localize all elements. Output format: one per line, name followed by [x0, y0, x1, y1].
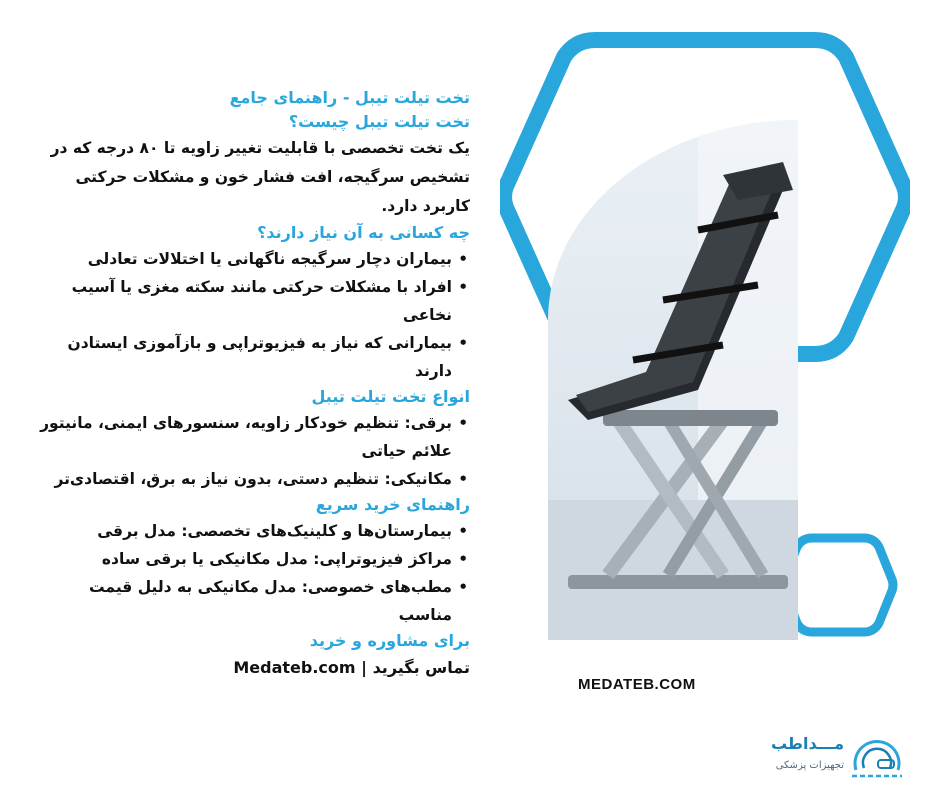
medateb-logo-icon [848, 730, 906, 782]
brand-logo [760, 728, 920, 784]
logo-subtitle: تجهیزات پزشکی [775, 760, 844, 771]
guide-heading: راهنمای خرید سریع [315, 495, 470, 514]
website-label: MEDATEB.COM [578, 676, 696, 693]
list-item: • بیمارستان‌ها و کلینیک‌های تخصصی: مدل برقی [40, 517, 452, 545]
contact-website-link[interactable]: Medateb.com [233, 658, 356, 677]
what-heading: تخت تیلت تیبل چیست؟ [288, 112, 470, 131]
list-item: • بیمارانی که نیاز به فیزیوتراپی و بازآموزی ایستادن دارند [40, 329, 452, 385]
list-item: • مکانیکی: تنظیم دستی، بدون نیاز به برق، اقتصادی‌تر [40, 465, 452, 493]
list-item: • افراد با مشکلات حرکتی مانند سکته مغزی یا آسیب نخاعی [40, 273, 452, 329]
list-item: • مراکز فیزیوتراپی: مدل مکانیکی یا برقی ساده [40, 545, 452, 573]
types-heading: انواع تخت تیلت تیبل [311, 387, 470, 406]
contact-text: تماس بگیرید [372, 658, 470, 677]
what-body: یک تخت تخصصی با قابلیت تغییر زاویه تا ۸۰ درجه که در تشخیص سرگیجه، افت فشار خون و مشکلات حرکتی کاربرد دارد. [50, 139, 470, 215]
who-heading: چه کسانی به آن نیاز دارند؟ [257, 223, 470, 242]
article-text [40, 86, 470, 683]
list-item: • بیماران دچار سرگیجه ناگهانی یا اختلالات تعادلی [40, 245, 452, 273]
guide-list [40, 517, 470, 629]
list-item: • مطب‌های خصوصی: مدل مکانیکی به دلیل قیمت مناسب [40, 573, 452, 629]
contact-separator: | [355, 658, 373, 677]
consult-heading: برای مشاوره و خرید [309, 631, 470, 650]
who-list [40, 245, 470, 385]
contact-line [40, 653, 470, 683]
logo-name: مـــداطب [770, 734, 844, 753]
list-item: • برقی: تنظیم خودکار زاویه، سنسورهای ایمنی، مانیتور علائم حیاتی [40, 409, 452, 465]
types-list [40, 409, 470, 493]
article-title: تخت تیلت تیبل - راهنمای جامع [229, 88, 470, 107]
